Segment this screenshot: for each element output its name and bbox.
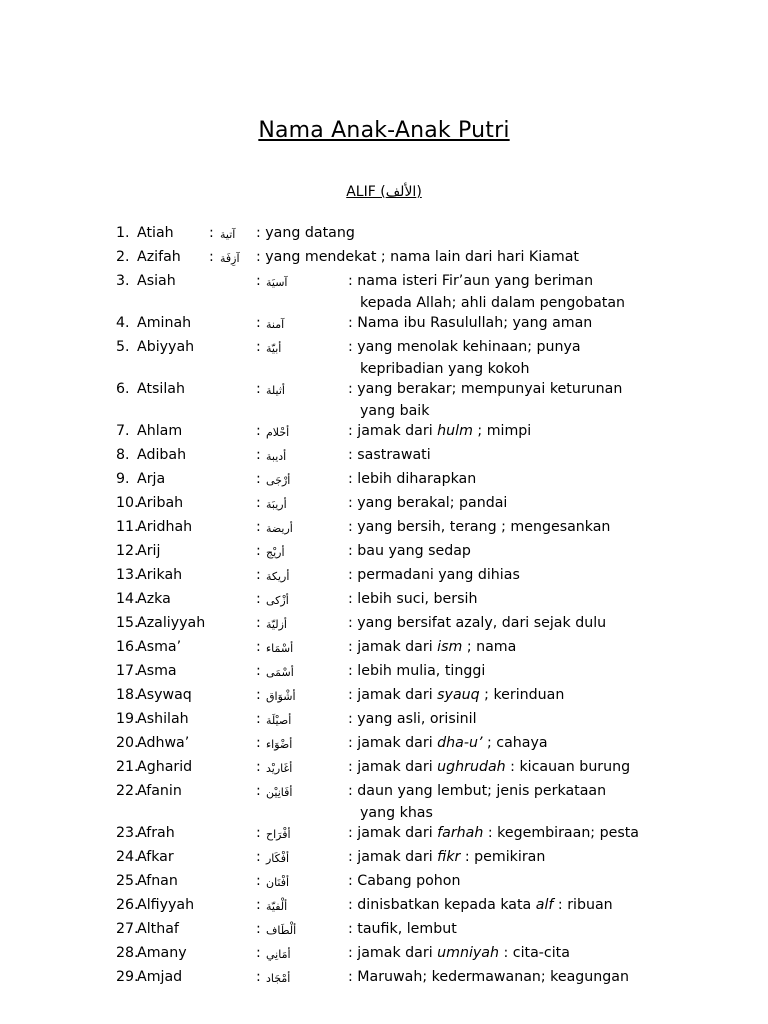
entry-meaning-italic: dha-u’ [437,735,483,751]
entry-number: 7. [116,423,130,439]
entry-number: 10. [116,495,139,511]
entry-meaning: : yang berakar; mempunyai keturunan [348,381,623,397]
entry-arabic: ألْطَاف [266,924,297,937]
entry-separator: : [256,735,261,751]
entry-name: Adhwa’ [137,735,190,751]
entry-number: 8. [116,447,130,463]
entry-row [0,378,768,419]
entry-arabic: أحْلام [266,426,290,439]
entry-meaning: : jamak dari syauq ; kerinduan [348,687,565,703]
entry-number: 1. [116,225,130,241]
entry-arabic: أمْجَاد [266,972,291,985]
entry-meaning: : yang bersifat azaly, dari sejak dulu [348,615,607,631]
entry-name: Althaf [137,921,179,937]
entry-arabic: أصيْلَة [266,714,292,727]
entry-arabic: أريضة [266,522,293,535]
entry-arabic: آزِفَة [220,252,240,265]
entry-meaning: : dinisbatkan kepada kata alf : ribuan [348,897,613,913]
entry-separator: : [256,423,261,439]
page-title: Nama Anak-Anak Putri [258,118,510,143]
entry-meaning: : taufik, lembut [348,921,457,937]
entry-name: Afkar [137,849,174,865]
entry-row [0,822,768,846]
entry-number: 15. [116,615,139,631]
entry-separator: : [256,471,261,487]
entry-number: 2. [116,249,130,265]
entry-separator: : [256,519,261,535]
entry-meaning-continuation: kepada Allah; ahli dalam pengobatan [360,295,626,311]
entry-meaning: : yang berakal; pandai [348,495,508,511]
entry-meaning: : lebih diharapkan [348,471,477,487]
entry-arabic: آسيَة [266,276,288,289]
entry-row [0,564,768,588]
entry-arabic: أسْمَى [266,666,294,679]
entry-row [0,846,768,870]
entry-row [0,636,768,660]
entry-separator: : [256,897,261,913]
entry-meaning: : permadani yang dihias [348,567,520,583]
entry-name: Aminah [137,315,192,331]
entry-number: 18. [116,687,139,703]
entry-number: 23. [116,825,139,841]
entry-arabic: أضْوَاء [266,738,293,751]
entry-name: Abiyyah [137,339,195,355]
entry-row [0,468,768,492]
entry-separator: : [256,339,261,355]
entry-name: Ahlam [137,423,183,439]
entry-arabic: أفْرَاح [266,828,291,841]
entry-name: Asma’ [137,639,182,655]
entry-row [0,684,768,708]
entry-row [0,444,768,468]
entry-row [0,540,768,564]
entry-row [0,270,768,311]
entry-separator: : [256,825,261,841]
entry-name: Amany [137,945,187,961]
entry-separator: : [256,447,261,463]
entry-separator: : [256,615,261,631]
entry-number: 20. [116,735,139,751]
entry-number: 13. [116,567,139,583]
entry-meaning-continuation: yang khas [360,805,433,821]
entry-name: Azaliyyah [137,615,206,631]
entry-meaning: : jamak dari ism ; nama [348,639,517,655]
entry-row [0,780,768,821]
entry-row [0,222,768,246]
entry-arabic: أفَانِيْن [266,786,293,799]
entry-separator: : [256,921,261,937]
section-heading: ALIF (الألف) [346,184,422,200]
entry-separator: : [256,687,261,703]
entry-number: 16. [116,639,139,655]
entry-separator: : [256,315,261,331]
entry-meaning-italic: syauq [437,687,480,703]
entry-arabic: أريكة [266,570,290,583]
entry-meaning: : sastrawati [348,447,431,463]
entry-meaning-continuation: kepribadian yang kokoh [360,361,530,377]
entry-number: 17. [116,663,139,679]
entry-meaning-italic: farhah [437,825,484,841]
entry-name: Asywaq [137,687,192,703]
entry-name: Amjad [137,969,183,985]
entry-separator: : [256,591,261,607]
entry-meaning: : jamak dari ughrudah : kicauan burung [348,759,631,775]
entry-meaning: : jamak dari farhah : kegembiraan; pesta [348,825,639,841]
entry-separator: : [256,567,261,583]
entry-meaning-italic: umniyah [437,945,499,961]
entry-name: Asiah [137,273,176,289]
entry-separator: : [256,381,261,397]
entry-name: Alfiyyah [137,897,195,913]
entry-row [0,420,768,444]
entry-row [0,588,768,612]
entry-name: Azifah [137,249,181,265]
entry-arabic: أشْوَاق [266,690,296,703]
entry-meaning: : lebih suci, bersih [348,591,478,607]
entry-row [0,894,768,918]
entry-number: 25. [116,873,139,889]
entry-number: 9. [116,471,130,487]
entry-meaning: : yang mendekat ; nama lain dari hari Kiamat [256,249,579,265]
entry-meaning-italic: ism [437,639,463,655]
entry-separator: : [256,783,261,799]
entry-separator: : [256,711,261,727]
entry-name: Arikah [137,567,183,583]
entry-arabic: أفْنَان [266,876,290,889]
entry-arabic: أرْجَى [266,474,291,487]
entry-arabic: أمَانِي [266,948,291,961]
entry-arabic: أغَاريْد [266,762,293,775]
entry-number: 19. [116,711,139,727]
entry-name: Azka [137,591,171,607]
entry-number: 27. [116,921,139,937]
entry-meaning: : jamak dari hulm ; mimpi [348,423,532,439]
entry-row [0,660,768,684]
entry-separator: : [256,663,261,679]
entry-row [0,492,768,516]
entry-meaning: : Cabang pohon [348,873,461,889]
entry-name: Arij [137,543,161,559]
entry-name: Agharid [137,759,193,775]
entry-meaning-italic: fikr [437,849,461,865]
entry-number: 11. [116,519,139,535]
entry-meaning: : yang asli, orisinil [348,711,477,727]
entry-meaning: : Nama ibu Rasulullah; yang aman [348,315,593,331]
entry-row [0,756,768,780]
entry-name: Ashilah [137,711,189,727]
entry-row [0,708,768,732]
entry-row [0,966,768,990]
entry-meaning: : jamak dari fikr : pemikiran [348,849,546,865]
entry-name: Afnan [137,873,178,889]
entry-arabic: آتية [220,228,236,241]
entry-meaning-italic: hulm [437,423,473,439]
entry-row [0,942,768,966]
entry-separator: : [256,873,261,889]
entry-row [0,918,768,942]
entry-meaning-italic: ughrudah [437,759,506,775]
entry-name: Arja [137,471,166,487]
entry-row [0,732,768,756]
entry-number: 5. [116,339,130,355]
entry-row [0,312,768,336]
entry-arabic: ألْفيّة [266,900,288,913]
entry-row [0,516,768,540]
entry-number: 4. [116,315,130,331]
entry-arabic: أريْج [266,546,285,559]
entry-meaning-continuation: yang baik [360,403,430,419]
entry-name: Atiah [137,225,174,241]
entry-name: Aribah [137,495,184,511]
entry-separator: : [256,495,261,511]
entry-arabic: أثيلة [266,384,285,397]
entry-meaning: : jamak dari dha-u’ ; cahaya [348,735,548,751]
entry-meaning: : bau yang sedap [348,543,471,559]
entry-name: Atsilah [137,381,185,397]
entry-number: 24. [116,849,139,865]
entry-separator: : [256,639,261,655]
entry-separator: : [256,945,261,961]
entry-separator: : [209,249,214,265]
entry-arabic: أزْكى [266,594,289,607]
entry-row [0,336,768,377]
entry-separator: : [209,225,214,241]
entry-name: Afanin [137,783,182,799]
entry-meaning: : lebih mulia, tinggi [348,663,486,679]
entry-name: Afrah [137,825,175,841]
entry-separator: : [256,969,261,985]
entry-separator: : [256,273,261,289]
entry-separator: : [256,759,261,775]
entry-name: Aridhah [137,519,193,535]
entry-name: Adibah [137,447,187,463]
entry-meaning: : Maruwah; kedermawanan; keagungan [348,969,629,985]
entry-number: 14. [116,591,139,607]
entry-meaning: : jamak dari umniyah : cita-cita [348,945,570,961]
entry-number: 29. [116,969,139,985]
entry-arabic: أبيّة [266,342,282,355]
entry-arabic: آمنة [266,318,285,331]
entry-name: Asma [137,663,177,679]
entry-row [0,612,768,636]
entry-meaning: : yang datang [256,225,355,241]
entry-arabic: أفْكَار [266,852,290,865]
entry-number: 6. [116,381,130,397]
entry-arabic: أديبة [266,450,287,463]
entry-row [0,246,768,270]
entry-row [0,870,768,894]
entry-arabic: أريبَة [266,498,287,511]
entry-separator: : [256,849,261,865]
entry-arabic: أزليّة [266,618,287,631]
entry-meaning: : yang bersih, terang ; mengesankan [348,519,611,535]
entry-meaning: : yang menolak kehinaan; punya [348,339,581,355]
entry-number: 3. [116,273,130,289]
entry-meaning: : nama isteri Fir’aun yang beriman [348,273,594,289]
entry-arabic: أسْمَاء [266,642,294,655]
entry-number: 12. [116,543,139,559]
entry-meaning: : daun yang lembut; jenis perkataan [348,783,607,799]
entry-number: 26. [116,897,139,913]
entry-meaning-italic: alf [535,897,554,913]
entry-number: 22. [116,783,139,799]
entry-separator: : [256,543,261,559]
entry-number: 28. [116,945,139,961]
entry-number: 21. [116,759,139,775]
